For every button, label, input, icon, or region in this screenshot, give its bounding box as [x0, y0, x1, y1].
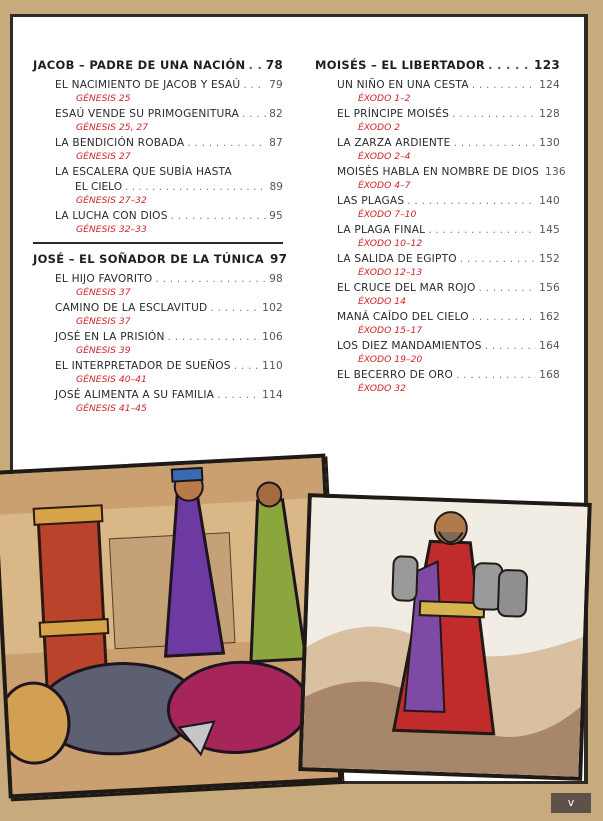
entry-page: 82: [269, 108, 283, 120]
scripture-reference: ÉXODO 14: [358, 296, 406, 307]
entry-title: EL NACIMIENTO DE JACOB Y ESAÚ: [55, 79, 241, 91]
scripture-reference: ÉXODO 1–2: [358, 93, 411, 104]
entry-title: CAMINO DE LA ESCLAVITUD: [55, 302, 208, 314]
toc-entry[interactable]: [337, 194, 560, 221]
dot-leader: [407, 194, 536, 209]
section-divider: [33, 242, 283, 244]
section-title: JOSÉ – EL SOÑADOR DE LA TÚNICA: [33, 252, 264, 266]
toc-entry[interactable]: [337, 281, 560, 308]
illustration-moises-art: [302, 497, 587, 776]
dot-leader: [456, 368, 536, 383]
dot-leader: [454, 136, 537, 151]
entry-page: 110: [262, 360, 283, 372]
section-heading-jacob[interactable]: [33, 56, 283, 74]
entry-page: 168: [539, 369, 560, 381]
dot-leader: [460, 252, 536, 267]
toc-entry[interactable]: [337, 252, 560, 279]
toc-entry[interactable]: [55, 359, 283, 386]
toc-entry[interactable]: [55, 165, 283, 207]
entry-title: LA ZARZA ARDIENTE: [337, 137, 451, 149]
toc-entry[interactable]: [337, 339, 560, 366]
dot-leader: [243, 78, 266, 93]
scripture-reference: GÉNESIS 41–45: [76, 403, 147, 414]
entry-page: 87: [269, 137, 283, 149]
entry-page: 124: [539, 79, 560, 91]
entry-page: 102: [262, 302, 283, 314]
entry-title: JOSÉ ALIMENTA A SU FAMILIA: [55, 389, 215, 401]
entry-page: 145: [539, 224, 560, 236]
toc-entry[interactable]: [337, 78, 560, 105]
entry-page: 130: [539, 137, 560, 149]
dot-leader: [187, 136, 266, 151]
toc-entry[interactable]: [55, 209, 283, 236]
entry-title: MANÁ CAÍDO DEL CIELO: [337, 311, 469, 323]
dot-leader: [485, 339, 536, 354]
dot-leader: [248, 58, 262, 72]
toc-left-column: [33, 56, 288, 417]
entry-page: 162: [539, 311, 560, 323]
entry-title: UN NIÑO EN UNA CESTA: [337, 79, 469, 91]
toc-entry[interactable]: [55, 78, 283, 105]
entry-page: 98: [269, 273, 283, 285]
scripture-reference: ÉXODO 7–10: [358, 209, 417, 220]
toc-right-column: [315, 56, 566, 397]
toc-entry[interactable]: [337, 165, 566, 192]
scripture-reference: GÉNESIS 25: [76, 93, 131, 104]
section-title: JACOB – PADRE DE UNA NACIÓN: [33, 58, 246, 72]
entry-title: ESAÚ VENDE SU PRIMOGENITURA: [55, 108, 240, 120]
entry-title-line1: LA ESCALERA QUE SUBÍA HASTA: [55, 166, 232, 178]
scripture-reference: GÉNESIS 32–33: [76, 224, 147, 235]
dot-leader: [168, 330, 260, 345]
entry-page: 136: [545, 166, 566, 178]
dot-leader: [428, 223, 536, 238]
entry-title-line2: EL CIELO: [75, 181, 123, 193]
entry-title: LA PLAGA FINAL: [337, 224, 426, 236]
section-heading-jose[interactable]: [33, 250, 288, 268]
scripture-reference: ÉXODO 4–7: [358, 180, 411, 191]
toc-entry[interactable]: [55, 136, 283, 163]
entry-page: 79: [269, 79, 283, 91]
page-number: v: [567, 796, 575, 809]
entry-page: 106: [262, 331, 283, 343]
dot-leader: [210, 301, 259, 316]
scripture-reference: GÉNESIS 40–41: [76, 374, 147, 385]
scripture-reference: ÉXODO 19–20: [358, 354, 423, 365]
toc-entry[interactable]: [55, 388, 283, 415]
entry-page: 89: [269, 181, 283, 193]
illustration-jose-egypt: [0, 453, 342, 798]
toc-entry[interactable]: [55, 272, 283, 299]
toc-entry[interactable]: [55, 301, 283, 328]
toc-entry[interactable]: [337, 136, 560, 163]
entry-page: 95: [269, 210, 283, 222]
entry-page: 164: [539, 340, 560, 352]
dot-leader: [171, 209, 266, 224]
entry-title: LOS DIEZ MANDAMIENTOS: [337, 340, 482, 352]
entry-title: LA BENDICIÓN ROBADA: [55, 137, 185, 149]
entry-page: 114: [262, 389, 283, 401]
entry-title: EL PRÍNCIPE MOISÉS: [337, 108, 450, 120]
illustration-jose-egypt-art: [0, 458, 338, 795]
toc-entry[interactable]: [55, 107, 283, 134]
entry-title: JOSÉ EN LA PRISIÓN: [55, 331, 165, 343]
section-title: MOISÉS – EL LIBERTADOR: [315, 58, 486, 72]
toc-entry[interactable]: [337, 223, 560, 250]
section-heading-moises[interactable]: [315, 56, 560, 74]
scripture-reference: ÉXODO 15–17: [358, 325, 423, 336]
toc-entry[interactable]: [337, 368, 560, 395]
entry-title: LAS PLAGAS: [337, 195, 405, 207]
entry-title: EL CRUCE DEL MAR ROJO: [337, 282, 476, 294]
entry-title: EL HIJO FAVORITO: [55, 273, 153, 285]
scripture-reference: GÉNESIS 25, 27: [76, 122, 149, 133]
dot-leader: [488, 58, 531, 72]
entry-title: EL INTERPRETADOR DE SUEÑOS: [55, 360, 231, 372]
scripture-reference: ÉXODO 2–4: [358, 151, 411, 162]
dot-leader: [472, 310, 536, 325]
dot-leader: [155, 272, 266, 287]
dot-leader: [472, 78, 536, 93]
illustration-moises-tablets: [298, 493, 592, 781]
dot-leader: [242, 107, 266, 122]
dot-leader: [452, 107, 536, 122]
scripture-reference: ÉXODO 12–13: [358, 267, 423, 278]
toc-entry[interactable]: [337, 310, 560, 337]
section-page: 78: [265, 58, 283, 72]
entry-title: MOISÉS HABLA EN NOMBRE DE DIOS: [337, 166, 539, 178]
toc-entry[interactable]: [55, 330, 283, 357]
section-page: 97: [269, 252, 288, 266]
scripture-reference: ÉXODO 10–12: [358, 238, 423, 249]
scripture-reference: GÉNESIS 27–32: [76, 195, 147, 206]
entry-page: 156: [539, 282, 560, 294]
entry-title: EL BECERRO DE ORO: [337, 369, 454, 381]
dot-leader: [479, 281, 537, 296]
page-number-tag: [551, 793, 591, 813]
entry-page: 140: [539, 195, 560, 207]
scripture-reference: ÉXODO 2: [358, 122, 401, 133]
scripture-reference: GÉNESIS 39: [76, 345, 131, 356]
scripture-reference: GÉNESIS 37: [76, 287, 131, 298]
section-page: 123: [534, 58, 560, 72]
scripture-reference: GÉNESIS 37: [76, 316, 131, 327]
scripture-reference: ÉXODO 32: [358, 383, 406, 394]
entry-title: LA SALIDA DE EGIPTO: [337, 253, 457, 265]
toc-entry[interactable]: [337, 107, 560, 134]
dot-leader: [125, 180, 266, 195]
entry-title: LA LUCHA CON DIOS: [55, 210, 168, 222]
entry-page: 128: [539, 108, 560, 120]
scripture-reference: GÉNESIS 27: [76, 151, 131, 162]
dot-leader: [234, 359, 259, 374]
dot-leader: [217, 388, 259, 403]
entry-page: 152: [539, 253, 560, 265]
